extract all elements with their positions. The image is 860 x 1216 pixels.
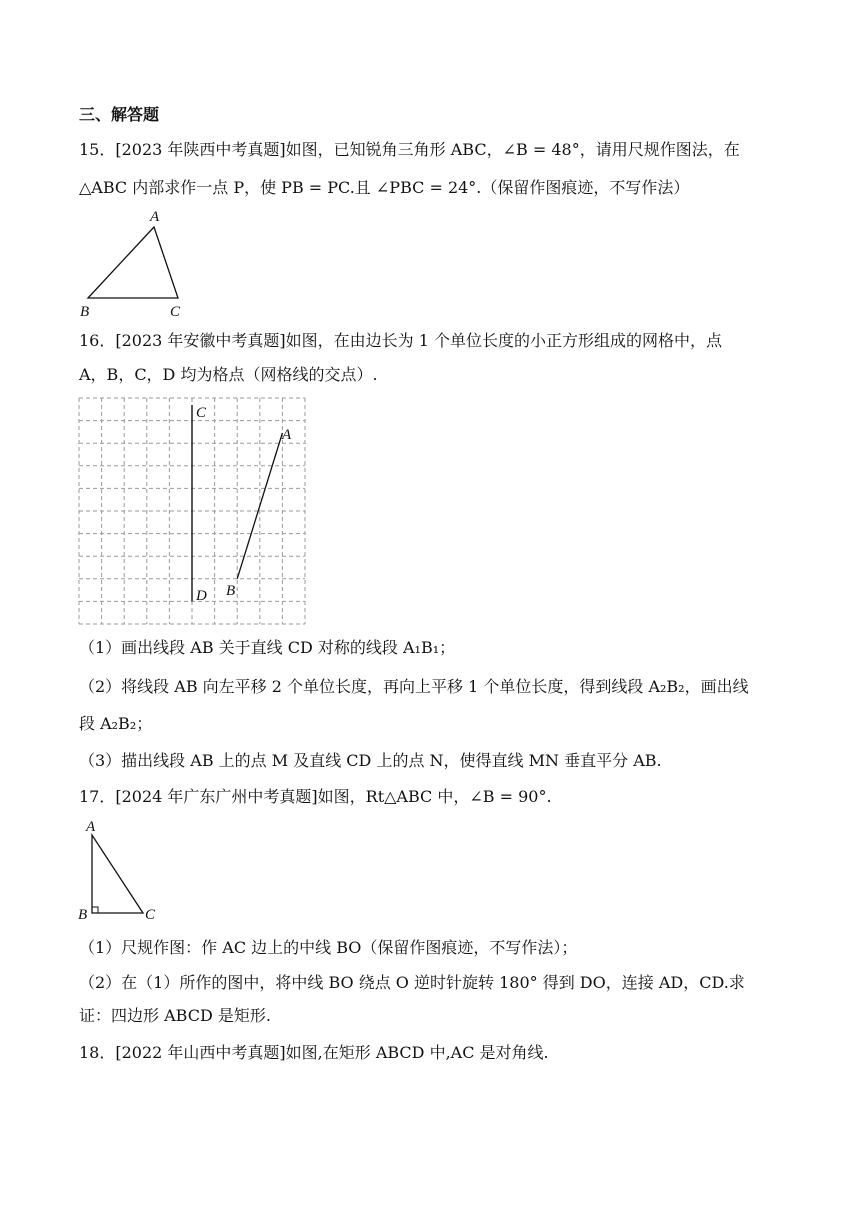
label-b: B [80, 304, 90, 320]
q18-line1: 18．[2022 年山西中考真题]如图,在矩形 ABCD 中,AC 是对角线. [79, 1043, 549, 1062]
section-title: 三、解答题 [79, 105, 160, 124]
right-angle-mark [92, 907, 98, 913]
right-triangle-abc [92, 835, 143, 913]
label-c: C [196, 405, 207, 421]
label-a: A [86, 819, 96, 835]
q15-triangle-figure [76, 208, 186, 322]
label-c: C [145, 907, 156, 923]
label-a: A [150, 209, 160, 225]
q16-part2a: （2）将线段 AB 向左平移 2 个单位长度，再向上平移 1 个单位长度，得到线段 A₂B₂，画出线 [79, 677, 749, 696]
q15-line2: △ABC 内部求作一点 P，使 PB = PC.且 ∠PBC = 24°.（保留作图痕迹，不写作法） [79, 178, 690, 197]
label-d: D [196, 588, 207, 604]
q15-line1: 15．[2023 年陕西中考真题]如图，已知锐角三角形 ABC，∠B = 48°，请用尺规作图法，在 [79, 140, 740, 159]
q17-line1: 17．[2024 年广东广州中考真题]如图，Rt△ABC 中，∠B = 90°. [79, 787, 552, 806]
q16-line2: A，B，C，D 均为格点（网格线的交点）. [79, 365, 378, 384]
q17-part2b: 证：四边形 ABCD 是矩形. [79, 1006, 271, 1025]
q17-part2a: （2）在（1）所作的图中，将中线 BO 绕点 O 逆时针旋转 180° 得到 DO，连接 AD，CD.求 [79, 973, 745, 992]
label-a: A [282, 427, 292, 443]
q17-part1: （1）尺规作图：作 AC 边上的中线 BO（保留作图痕迹，不写作法）； [79, 938, 578, 957]
q16-grid-figure [76, 395, 311, 628]
triangle-abc [88, 227, 178, 298]
label-c: C [170, 304, 181, 320]
q16-part3: （3）描出线段 AB 上的点 M 及直线 CD 上的点 N，使得直线 MN 垂直平分 AB. [79, 751, 662, 770]
q16-part1: （1）画出线段 AB 关于直线 CD 对称的线段 A₁B₁； [79, 638, 456, 657]
q17-right-triangle-figure [76, 815, 166, 923]
q16-part2b: 段 A₂B₂； [79, 714, 153, 733]
q16-line1: 16．[2023 年安徽中考真题]如图，在由边长为 1 个单位长度的小正方形组成的网格中，点 [79, 331, 723, 350]
label-b: B [78, 907, 88, 923]
label-b: B [226, 583, 236, 599]
